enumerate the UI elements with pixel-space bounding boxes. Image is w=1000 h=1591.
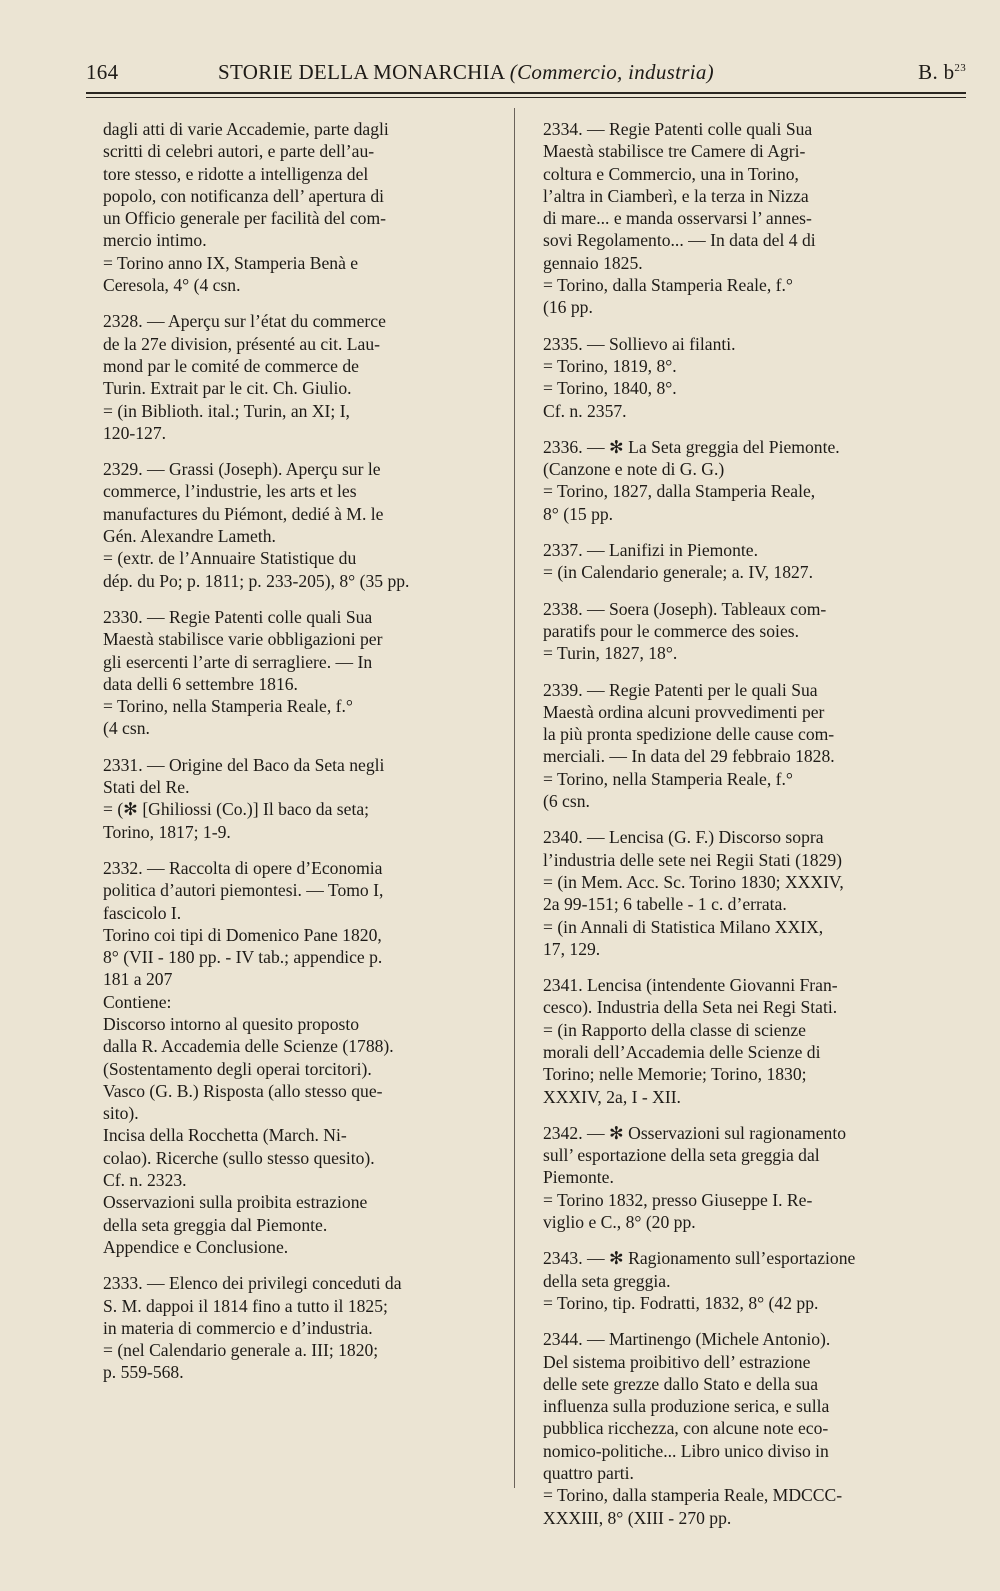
left-text-line: mercio intimo. bbox=[103, 230, 207, 251]
right-text-line: 2343. — ✻ Ragionamento sull’esportazione bbox=[543, 1248, 856, 1269]
right-text-line: = Torino, 1827, dalla Stamperia Reale, bbox=[543, 481, 816, 502]
right-text-line: 17, 129. bbox=[543, 938, 601, 959]
right-text-line: 2a 99-151; 6 tabelle - 1 c. d’errata. bbox=[543, 894, 787, 915]
right-text-line: = Torino, dalla Stamperia Reale, f.° bbox=[543, 275, 793, 296]
right-entry-gap bbox=[543, 960, 946, 974]
running-title-sub: (Commercio, industria) bbox=[509, 60, 714, 84]
right-text-line: (Canzone e note di G. G.) bbox=[543, 459, 725, 480]
right-text-line: 2334. — Regie Patenti colle quali Sua bbox=[543, 119, 813, 139]
left-text-line: Incisa della Rocchetta (March. Ni- bbox=[103, 1125, 347, 1146]
left-text-line: = (in Biblioth. ital.; Turin, an XI; I, bbox=[103, 400, 350, 421]
right-text-line: gennaio 1825. bbox=[543, 252, 643, 273]
left-column bbox=[103, 118, 496, 1384]
left-text-line: Torino coi tipi di Domenico Pane 1820, bbox=[103, 924, 382, 945]
left-text-line: sito). bbox=[103, 1103, 139, 1124]
left-text-line: 181 a 207 bbox=[103, 969, 173, 990]
right-entry-gap bbox=[543, 1108, 946, 1122]
right-column bbox=[543, 118, 946, 1529]
right-text-line: Piemonte. bbox=[543, 1167, 614, 1188]
left-text-line: = (✻ [Ghiliossi (Co.)] Il baco da seta; bbox=[103, 799, 370, 820]
right-text-line: nomico-politiche... Libro unico diviso in bbox=[543, 1440, 829, 1461]
right-entry-gap bbox=[543, 584, 946, 598]
left-text-line: Contiene: bbox=[103, 991, 172, 1012]
left-text-line: = Torino anno IX, Stamperia Benà e bbox=[103, 252, 359, 273]
left-text-line: Ceresola, 4° (4 csn. bbox=[103, 275, 241, 296]
right-entry-gap bbox=[543, 525, 946, 539]
right-text-line: 2340. — Lencisa (G. F.) Discorso sopra bbox=[543, 827, 824, 848]
left-text-line: gli esercenti l’arte di serragliere. — In bbox=[103, 651, 373, 672]
left-entry-gap bbox=[103, 296, 496, 310]
right-text-line: XXXIII, 8° (XIII - 270 pp. bbox=[543, 1507, 732, 1528]
left-text-line: della seta greggia dal Piemonte. bbox=[103, 1214, 328, 1235]
right-text-line: 2337. — Lanifizi in Piemonte. bbox=[543, 540, 758, 561]
right-text-line: cesco). Industria della Seta nei Regi Stati. bbox=[543, 997, 838, 1018]
left-text-line: 2329. — Grassi (Joseph). Aperçu sur le bbox=[103, 459, 381, 480]
right-text-line: = (in Calendario generale; a. IV, 1827. bbox=[543, 562, 813, 583]
right-text-line: = Torino, dalla stamperia Reale, MDCCC- bbox=[543, 1485, 843, 1506]
left-text-line: scritti di celebri autori, e parte dell’au- bbox=[103, 141, 375, 162]
left-entry-gap bbox=[103, 1258, 496, 1272]
right-text-line: l’industria delle sete nei Regii Stati (1829) bbox=[543, 849, 843, 870]
left-text-line: 8° (VII - 180 pp. - IV tab.; appendice p. bbox=[103, 947, 383, 968]
left-text-line: in materia di commercio e d’industria. bbox=[103, 1317, 373, 1338]
right-text-line: coltura e Commercio, una in Torino, bbox=[543, 163, 799, 184]
right-text-line: morali dell’Accademia delle Scienze di bbox=[543, 1041, 821, 1062]
right-text-line: delle sete grezze dallo Stato e della sua bbox=[543, 1373, 819, 1394]
right-text-line: della seta greggia. bbox=[543, 1270, 671, 1291]
right-text-line: quattro parti. bbox=[543, 1463, 634, 1484]
signature-mark bbox=[918, 60, 966, 85]
right-text-line: 8° (15 pp. bbox=[543, 503, 614, 524]
left-text-line: data delli 6 settembre 1816. bbox=[103, 673, 298, 694]
left-text-line: mond par le comité de commerce de bbox=[103, 355, 359, 376]
left-text-line: un Officio generale per facilità del com- bbox=[103, 208, 386, 229]
left-text-line: Discorso intorno al quesito proposto bbox=[103, 1013, 360, 1034]
left-entry-gap bbox=[103, 592, 496, 606]
right-text-line: = Torino 1832, presso Giuseppe I. Re- bbox=[543, 1189, 813, 1210]
right-text-line: XXXIV, 2a, I - XII. bbox=[543, 1086, 681, 1107]
right-text-line: = (in Rapporto della classe di scienze bbox=[543, 1019, 806, 1040]
right-text-line: 2338. — Soera (Joseph). Tableaux com- bbox=[543, 598, 827, 619]
right-entry-gap bbox=[543, 1314, 946, 1328]
right-text-line: = Torino, tip. Fodratti, 1832, 8° (42 pp. bbox=[543, 1292, 819, 1313]
left-entry-gap bbox=[103, 843, 496, 857]
left-text-line: 2333. — Elenco dei privilegi conceduti da bbox=[103, 1273, 402, 1294]
left-text-line: 120-127. bbox=[103, 422, 167, 443]
right-text-line: pubblica ricchezza, con alcune note eco- bbox=[543, 1418, 829, 1439]
left-text-line: politica d’autori piemontesi. — Tomo I, bbox=[103, 880, 384, 901]
left-entry-gap bbox=[103, 444, 496, 458]
right-text-line: = (in Mem. Acc. Sc. Torino 1830; XXXIV, bbox=[543, 871, 844, 892]
left-text-line: commerce, l’industrie, les arts et les bbox=[103, 481, 357, 502]
left-text-line: 2330. — Regie Patenti colle quali Sua bbox=[103, 606, 373, 627]
right-text-line: = Turin, 1827, 18°. bbox=[543, 643, 678, 664]
right-text-line: l’altra in Ciamberì, e la terza in Nizza bbox=[543, 185, 809, 206]
left-text-line: Vasco (G. B.) Risposta (allo stesso que- bbox=[103, 1080, 383, 1101]
right-text-line: viglio e C., 8° (20 pp. bbox=[543, 1212, 696, 1233]
right-text-line: = (in Annali di Statistica Milano XXIX, bbox=[543, 916, 824, 937]
right-text-line: = Torino, 1819, 8°. bbox=[543, 355, 677, 376]
right-entry-gap bbox=[543, 319, 946, 333]
signature-text: B. b bbox=[918, 60, 955, 84]
left-entry-gap bbox=[103, 740, 496, 754]
right-entry-gap bbox=[543, 1233, 946, 1247]
left-text-line: p. 559-568. bbox=[103, 1362, 184, 1383]
left-text-line: popolo, con notificanza dell’ apertura di bbox=[103, 185, 385, 206]
left-text-line: = Torino, nella Stamperia Reale, f.° bbox=[103, 696, 353, 717]
signature-sup: 23 bbox=[954, 62, 966, 74]
right-text-line: 2335. — Sollievo ai filanti. bbox=[543, 333, 736, 354]
left-text-line: fascicolo I. bbox=[103, 902, 182, 923]
right-text-line: Torino; nelle Memorie; Torino, 1830; bbox=[543, 1064, 807, 1085]
right-text-line: sovi Regolamento... — In data del 4 di bbox=[543, 230, 816, 251]
right-text-line: 2342. — ✻ Osservazioni sul ragionamento bbox=[543, 1122, 847, 1143]
left-text-line: Stati del Re. bbox=[103, 777, 190, 798]
running-title-main: STORIE DELLA MONARCHIA bbox=[218, 60, 505, 84]
left-text-line: = (nel Calendario generale a. III; 1820; bbox=[103, 1340, 379, 1361]
column-divider bbox=[514, 108, 515, 1488]
left-text-line: Osservazioni sulla proibita estrazione bbox=[103, 1192, 368, 1213]
left-text-line: colao). Ricerche (sullo stesso quesito). bbox=[103, 1147, 375, 1168]
left-text-line: 2328. — Aperçu sur l’état du commerce bbox=[103, 311, 386, 332]
right-entry-gap bbox=[543, 665, 946, 679]
left-text-line: dalla R. Accademia delle Scienze (1788). bbox=[103, 1036, 394, 1057]
right-text-line: 2339. — Regie Patenti per le quali Sua bbox=[543, 679, 818, 700]
right-text-line: la più pronta spedizione delle cause com- bbox=[543, 724, 835, 745]
left-text-line: Gén. Alexandre Lameth. bbox=[103, 526, 276, 547]
running-title bbox=[218, 60, 714, 85]
header-rule-thick bbox=[86, 92, 966, 94]
right-text-line: 2341. Lencisa (intendente Giovanni Fran- bbox=[543, 975, 838, 996]
right-text-line: Del sistema proibitivo dell’ estrazione bbox=[543, 1351, 811, 1372]
right-text-line: = Torino, 1840, 8°. bbox=[543, 378, 677, 399]
left-text-line: Cf. n. 2323. bbox=[103, 1170, 187, 1191]
right-text-line: Cf. n. 2357. bbox=[543, 400, 627, 421]
left-text-line: (Sostentamento degli operai torcitori). bbox=[103, 1058, 372, 1079]
left-text-line: Maestà stabilisce varie obbligazioni per bbox=[103, 629, 383, 650]
page-number: 164 bbox=[86, 60, 119, 84]
right-text-line: 2336. — ✻ La Seta greggia del Piemonte. bbox=[543, 436, 840, 457]
right-text-line: influenza sulla produzione serica, e sulla bbox=[543, 1396, 830, 1417]
right-text-line: = Torino, nella Stamperia Reale, f.° bbox=[543, 768, 793, 789]
running-header bbox=[86, 60, 966, 90]
left-text-line: dagli atti di varie Accademie, parte dagli bbox=[103, 119, 389, 139]
left-text-line: (4 csn. bbox=[103, 718, 150, 739]
left-text-line: 2331. — Origine del Baco da Seta negli bbox=[103, 754, 385, 775]
right-text-line: Maestà ordina alcuni provvedimenti per bbox=[543, 701, 825, 722]
right-entry-gap bbox=[543, 812, 946, 826]
left-text-line: Turin. Extrait par le cit. Ch. Giulio. bbox=[103, 378, 352, 399]
right-text-line: sull’ esportazione della seta greggia dal bbox=[543, 1145, 820, 1166]
right-text-line: merciali. — In data del 29 febbraio 1828. bbox=[543, 746, 835, 767]
left-text-line: tore stesso, e ridotte a intelligenza del bbox=[103, 163, 369, 184]
left-text-line: 2332. — Raccolta di opere d’Economia bbox=[103, 857, 383, 878]
left-text-line: Appendice e Conclusione. bbox=[103, 1236, 289, 1257]
right-text-line: di mare... e manda osservarsi l’ annes- bbox=[543, 208, 812, 229]
right-text-line: paratifs pour le commerce des soies. bbox=[543, 620, 799, 641]
left-text-line: manufactures du Piémont, dedié à M. le bbox=[103, 503, 384, 524]
left-text-line: Torino, 1817; 1-9. bbox=[103, 821, 231, 842]
right-text-line: (6 csn. bbox=[543, 791, 590, 812]
right-text-line: 2344. — Martinengo (Michele Antonio). bbox=[543, 1329, 831, 1350]
left-text-line: dép. du Po; p. 1811; p. 233-205), 8° (35 pp. bbox=[103, 570, 410, 591]
right-entry-gap bbox=[543, 422, 946, 436]
left-text-line: = (extr. de l’Annuaire Statistique du bbox=[103, 548, 357, 569]
header-rule-thin bbox=[86, 97, 966, 98]
right-text-line: (16 pp. bbox=[543, 297, 593, 318]
right-text-line: Maestà stabilisce tre Camere di Agri- bbox=[543, 141, 806, 162]
left-text-line: de la 27e division, présenté au cit. Lau- bbox=[103, 333, 381, 354]
left-text-line: S. M. dappoi il 1814 fino a tutto il 1825; bbox=[103, 1295, 388, 1316]
